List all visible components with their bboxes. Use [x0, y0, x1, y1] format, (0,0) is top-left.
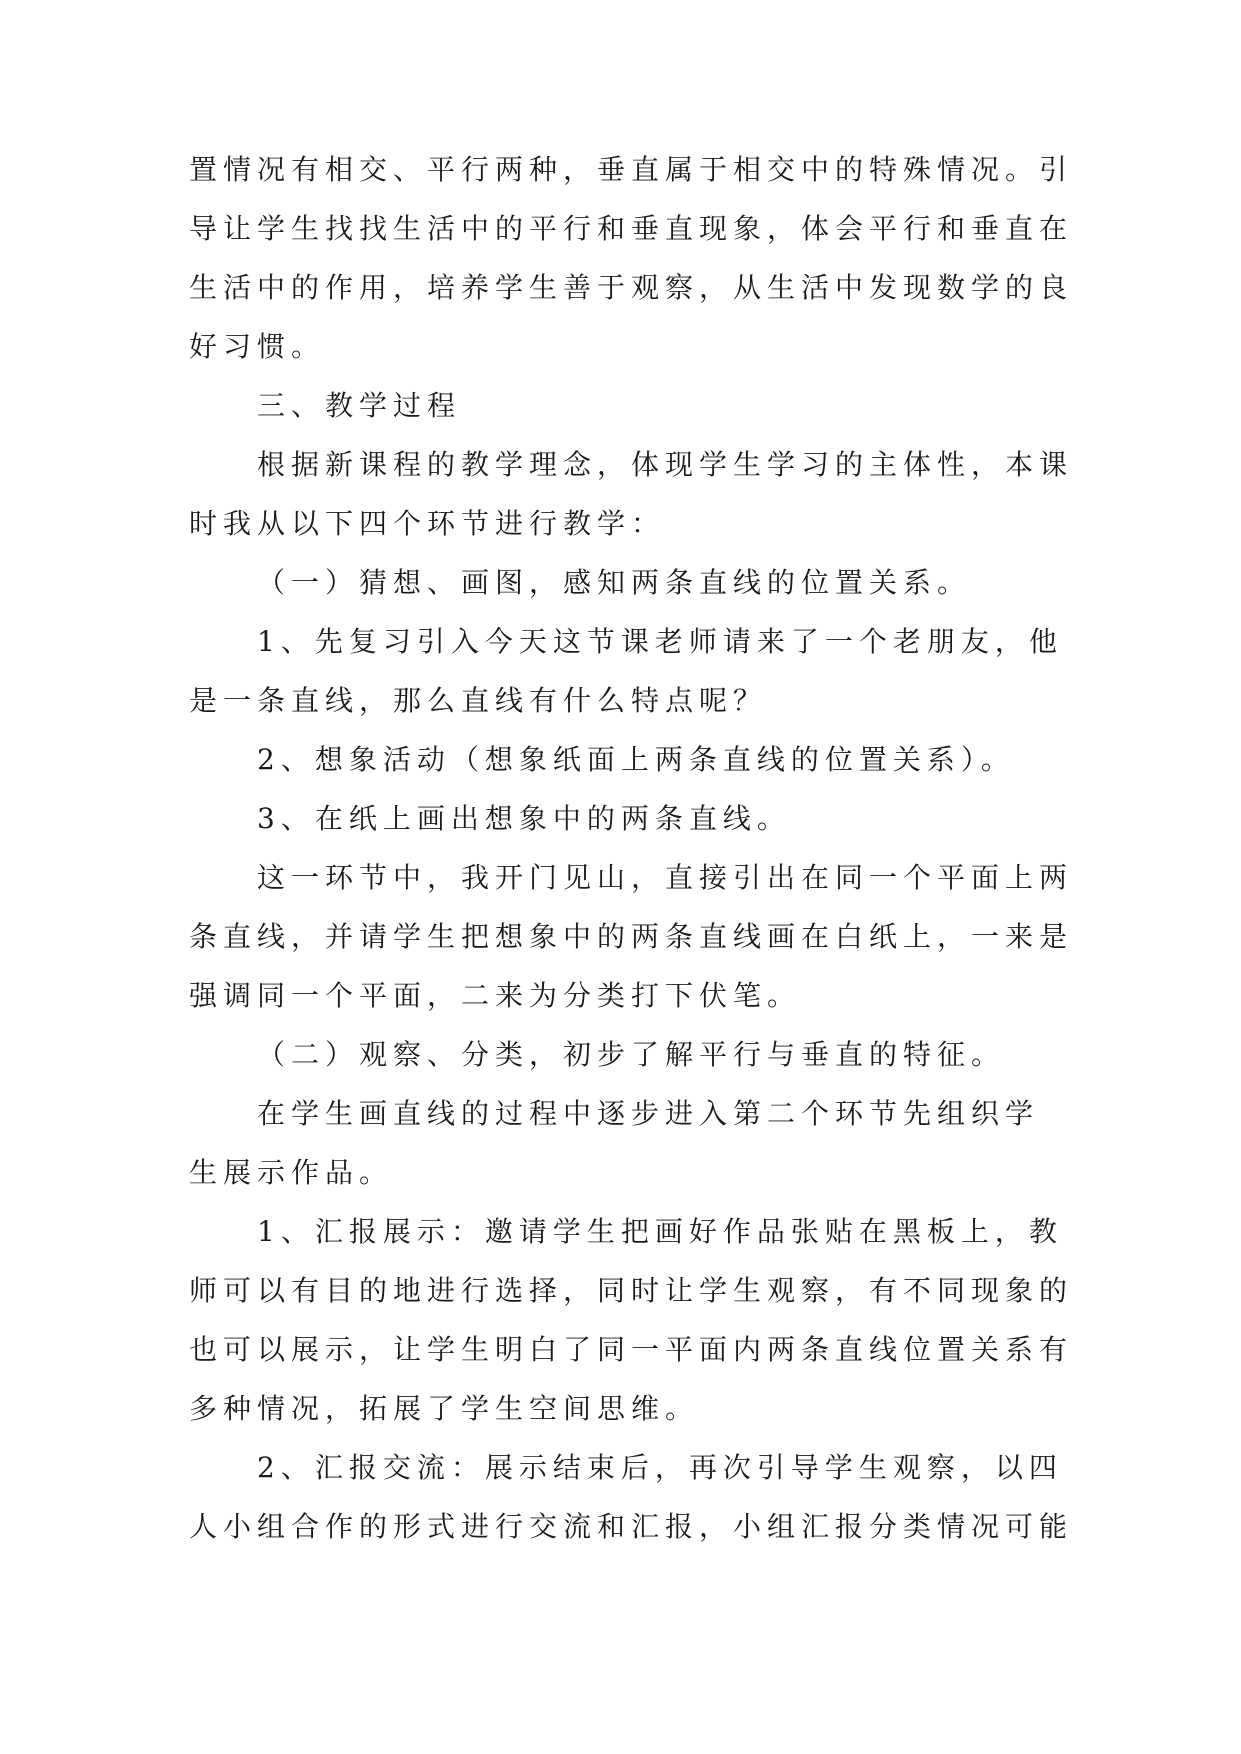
text-line: 是一条直线，那么直线有什么特点呢？	[189, 684, 768, 717]
text-line: 也可以展示，让学生明白了同一平面内两条直线位置关系有	[189, 1333, 1074, 1366]
text-line: 时我从以下四个环节进行教学：	[189, 507, 666, 540]
text-line: 条直线，并请学生把想象中的两条直线画在白纸上，一来是	[189, 920, 1074, 953]
text-line: 1、汇报展示：邀请学生把画好作品张贴在黑板上，教	[257, 1215, 1063, 1248]
text-line: 这一环节中，我开门见山，直接引出在同一个平面上两	[257, 861, 1074, 894]
text-line: 在学生画直线的过程中逐步进入第二个环节先组织学	[257, 1097, 1040, 1130]
text-line: 生展示作品。	[189, 1156, 394, 1189]
text-line: 3、在纸上画出想象中的两条直线。	[257, 802, 791, 835]
subsection-heading: （二）观察、分类，初步了解平行与垂直的特征。	[257, 1038, 1006, 1071]
text-line: 好习惯。	[189, 330, 326, 363]
text-line: 根据新课程的教学理念，体现学生学习的主体性，本课	[257, 448, 1074, 481]
text-line: 1、先复习引入今天这节课老师请来了一个老朋友，他	[257, 625, 1063, 658]
text-line: 2、汇报交流：展示结束后，再次引导学生观察，以四	[257, 1451, 1063, 1484]
subsection-heading: （一）猜想、画图，感知两条直线的位置关系。	[257, 566, 972, 599]
text-line: 生活中的作用，培养学生善于观察，从生活中发现数学的良	[189, 271, 1074, 304]
section-heading: 三、教学过程	[257, 389, 462, 422]
text-line: 强调同一个平面，二来为分类打下伏笔。	[189, 979, 802, 1012]
text-line: 人小组合作的形式进行交流和汇报，小组汇报分类情况可能	[189, 1510, 1074, 1543]
text-line: 2、想象活动（想象纸面上两条直线的位置关系）。	[257, 743, 1015, 776]
text-line: 导让学生找找生活中的平行和垂直现象，体会平行和垂直在	[189, 212, 1074, 245]
text-line: 置情况有相交、平行两种，垂直属于相交中的特殊情况。引	[189, 153, 1074, 186]
text-line: 多种情况，拓展了学生空间思维。	[189, 1392, 700, 1425]
text-line: 师可以有目的地进行选择，同时让学生观察，有不同现象的	[189, 1274, 1074, 1307]
